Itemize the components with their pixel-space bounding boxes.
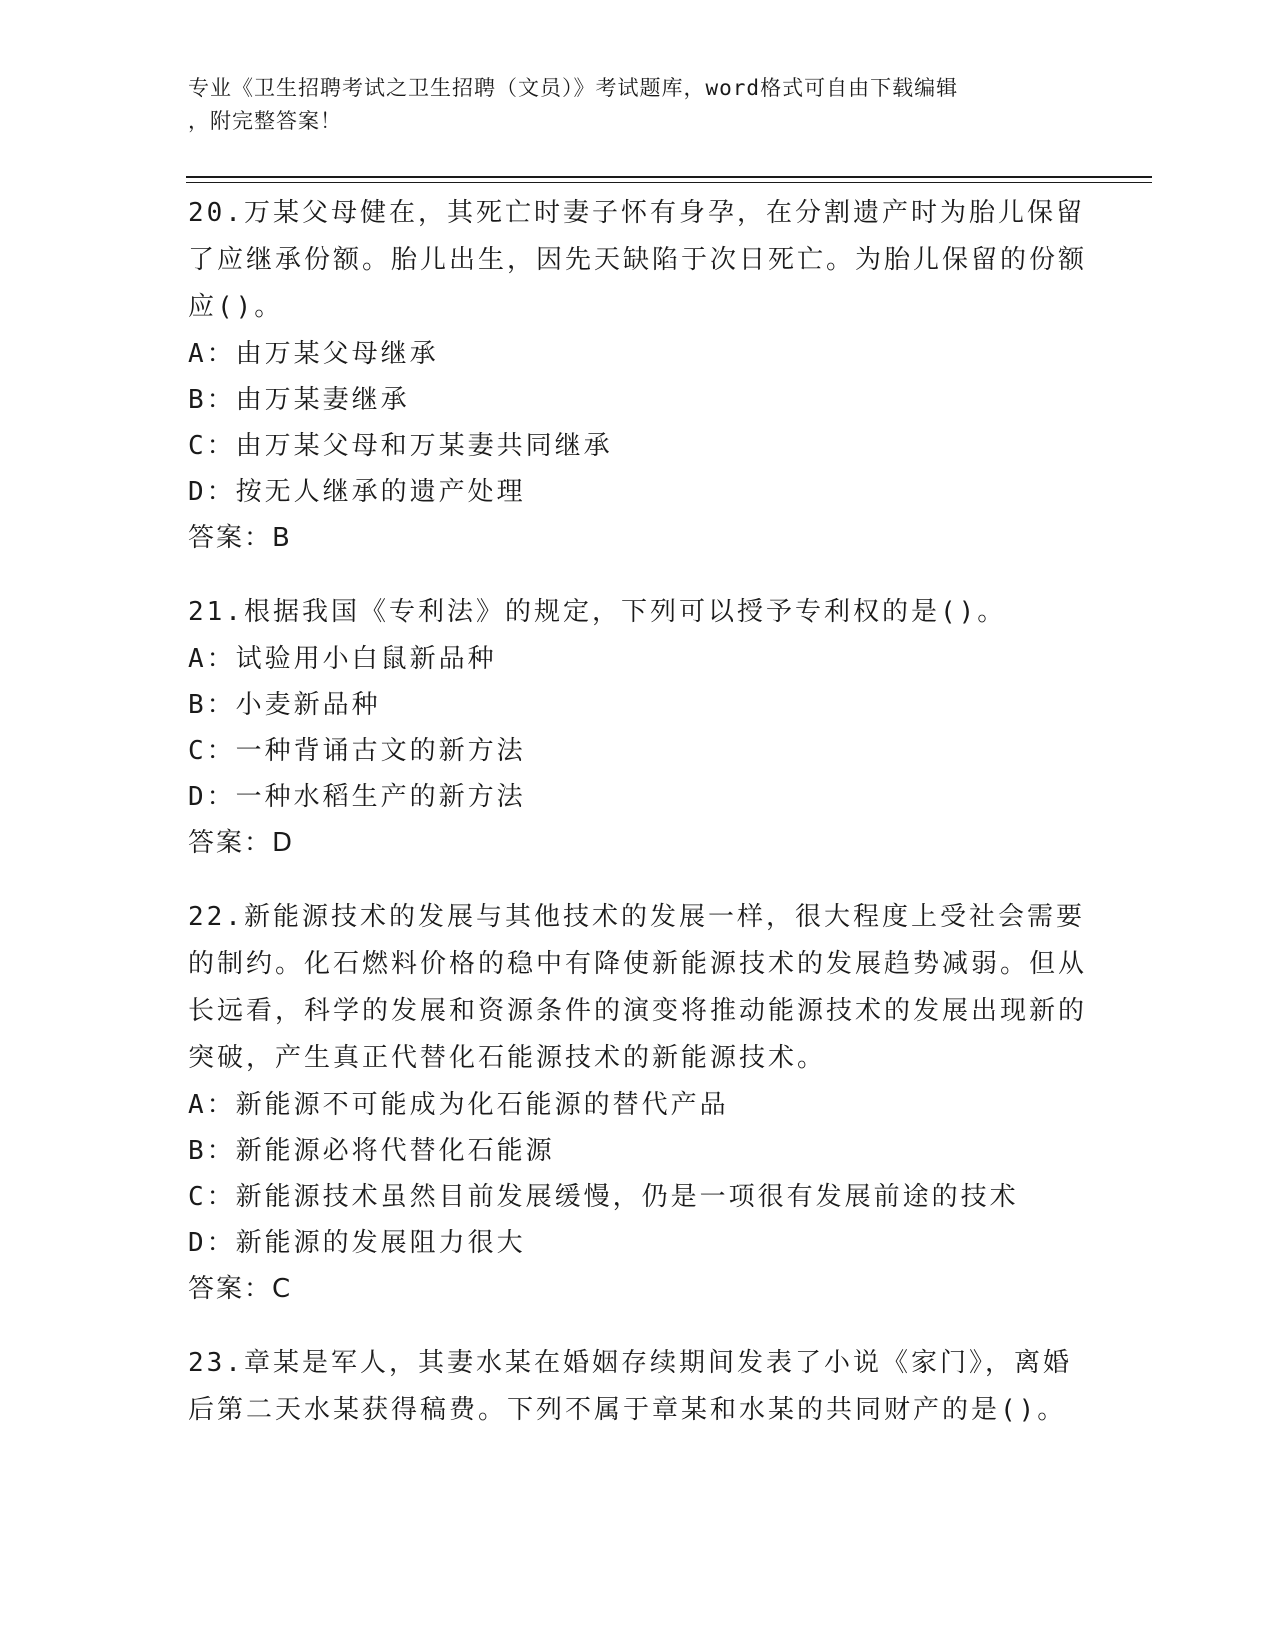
option-d: D：按无人继承的遗产处理: [188, 477, 526, 507]
option-c: C：新能源技术虽然目前发展缓慢，仍是一项很有发展前途的技术: [188, 1182, 1019, 1212]
question-list: [188, 186, 1088, 1452]
document-header: [188, 72, 1068, 138]
question-stem: 20.万某父母健在，其死亡时妻子怀有身孕，在分割遗产时为胎儿保留了应继承份额。胎儿出生，因先天缺陷于次日死亡。为胎儿保留的份额应()。: [188, 198, 1088, 322]
question-stem: 23.章某是军人，其妻水某在婚姻存续期间发表了小说《家门》，离婚后第二天水某获得稿费。下列不属于章某和水某的共同财产的是()。: [188, 1348, 1072, 1425]
option-b: B：由万某妻继承: [188, 385, 410, 415]
option-c: C：由万某父母和万某妻共同继承: [188, 431, 613, 461]
question-21: [188, 585, 1088, 866]
question-20: [188, 186, 1088, 561]
header-line-2: ，附完整答案！: [188, 109, 342, 133]
answer: 答案：B: [188, 523, 292, 553]
option-a: A：由万某父母继承: [188, 339, 439, 369]
answer: 答案：D: [188, 828, 295, 858]
question-stem: 22.新能源技术的发展与其他技术的发展一样，很大程度上受社会需要的制约。化石燃料价格的稳中有降使新能源技术的发展趋势减弱。但从长远看，科学的发展和资源条件的演变将推动能源技术的发展出现新的突破，产生真正代替化石能源技术的新能源技术。: [188, 902, 1088, 1073]
option-d: D：新能源的发展阻力很大: [188, 1228, 526, 1258]
answer: 答案：C: [188, 1274, 293, 1304]
option-b: B：小麦新品种: [188, 690, 381, 720]
option-a: A：新能源不可能成为化石能源的替代产品: [188, 1090, 729, 1120]
question-23: [188, 1336, 1088, 1434]
option-d: D：一种水稻生产的新方法: [188, 782, 526, 812]
question-stem: 21.根据我国《专利法》的规定，下列可以授予专利权的是()。: [188, 597, 1007, 627]
header-divider-thick: [186, 176, 1152, 178]
option-b: B：新能源必将代替化石能源: [188, 1136, 555, 1166]
option-a: A：试验用小白鼠新品种: [188, 644, 497, 674]
option-c: C：一种背诵古文的新方法: [188, 736, 526, 766]
header-divider-thin: [186, 182, 1152, 183]
question-22: [188, 890, 1088, 1312]
header-line-1: 专业《卫生招聘考试之卫生招聘（文员）》考试题库，word格式可自由下载编辑: [188, 76, 959, 100]
